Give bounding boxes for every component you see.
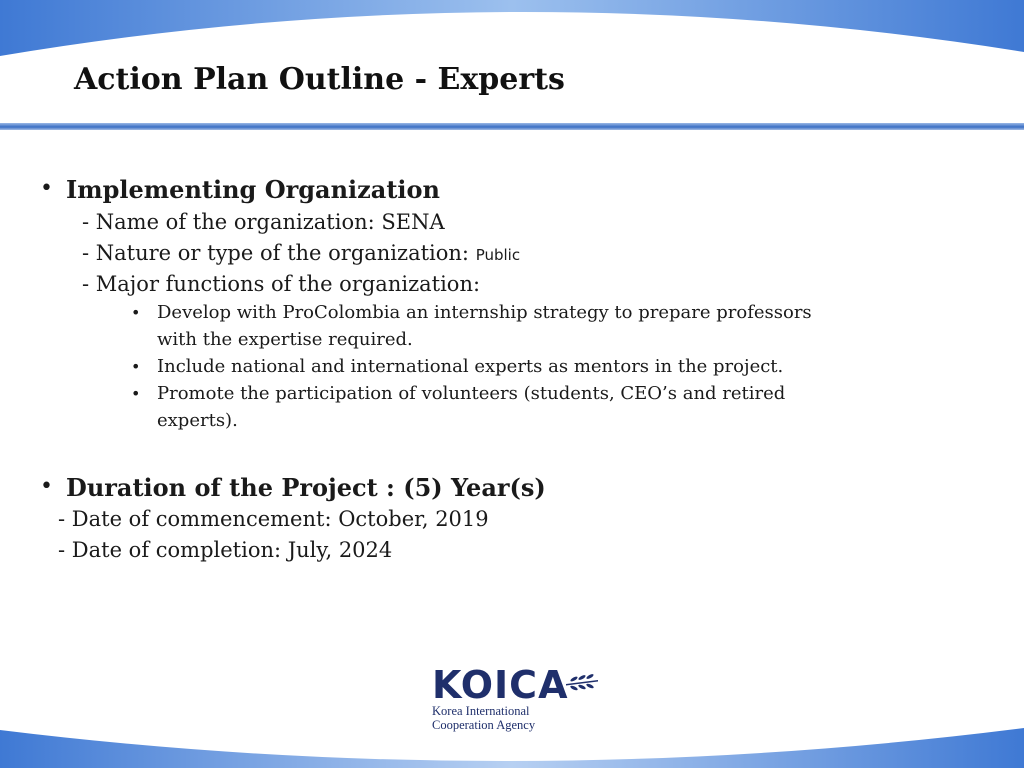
logo-wordmark: KOICA [432,664,569,707]
bullet-dot: • [131,303,141,322]
org-nature-value: Public [475,246,521,264]
bullet-dot: • [40,474,53,499]
commencement-line: - Date of commencement: October, 2019 [58,507,489,531]
logo-line-1: Korea International [432,704,530,718]
function-item-2: Include national and international experts as mentors in the project. [157,356,784,377]
slide-title: Action Plan Outline - Experts [74,62,565,97]
org-nature-line [82,241,520,265]
bullet-dot: • [131,384,141,403]
function-item-3-line1: Promote the participation of volunteers (students, CEO’s and retired [157,383,786,404]
footer-band [0,688,1024,768]
org-functions-label: - Major functions of the organization: [82,272,481,296]
function-item-3-line2: experts). [157,410,238,431]
bullet-dot: • [40,176,53,201]
duration-heading: Duration of the Project : (5) Year(s) [66,473,546,502]
function-item-1-line2: with the expertise required. [157,329,413,350]
function-item-1-line1: Develop with ProColombia an internship strategy to prepare professors [157,302,812,323]
bullet-dot: • [131,357,141,376]
org-heading: Implementing Organization [66,175,440,204]
logo-line-2: Cooperation Agency [432,718,536,732]
org-name-line: - Name of the organization: SENA [82,210,445,234]
completion-line: - Date of completion: July, 2024 [58,538,393,562]
org-nature-label: - Nature or type of the organization: [82,241,470,265]
